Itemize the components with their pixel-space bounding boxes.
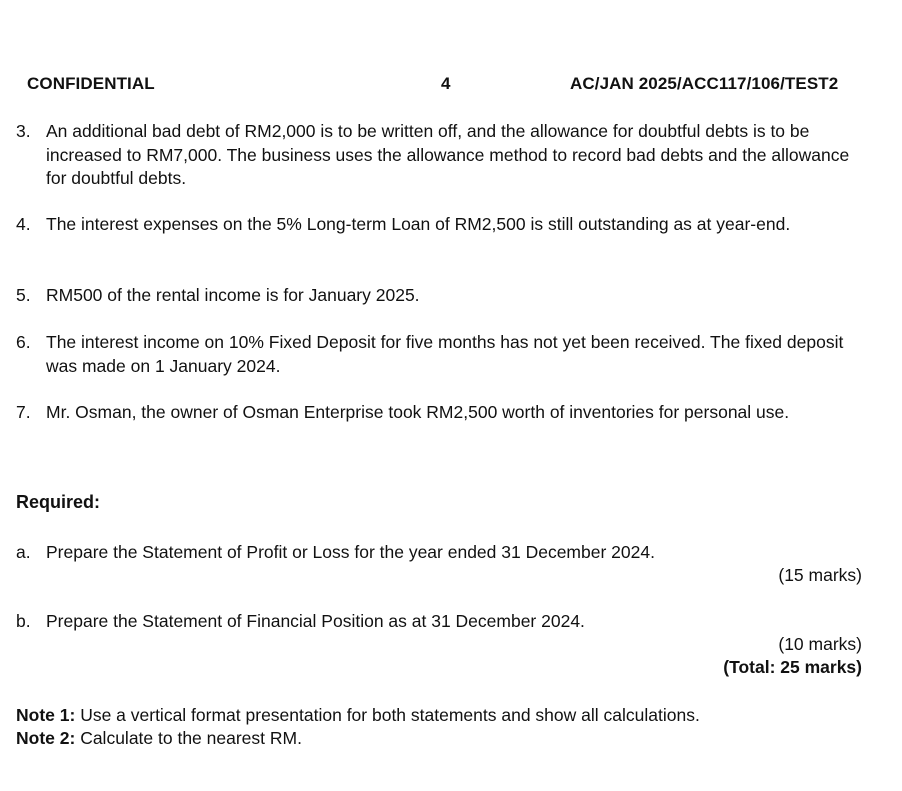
item-text: Mr. Osman, the owner of Osman Enterprise took RM2,500 worth of inventories for personal use. bbox=[46, 402, 790, 422]
part-a-marks: (15 marks) bbox=[778, 565, 862, 585]
item-number: 6. bbox=[16, 332, 31, 352]
required-part-b bbox=[16, 610, 868, 634]
part-text: Prepare the Statement of Financial Position as at 31 December 2024. bbox=[46, 611, 585, 631]
part-b-marks: (10 marks) bbox=[778, 634, 862, 654]
item-number: 7. bbox=[16, 402, 31, 422]
item-text: RM500 of the rental income is for January 2025. bbox=[46, 285, 420, 305]
item-7 bbox=[16, 401, 868, 425]
required-part-a bbox=[16, 541, 868, 565]
note-label: Note 1: bbox=[16, 705, 76, 725]
part-letter: a. bbox=[16, 542, 31, 562]
note-2 bbox=[16, 728, 302, 749]
item-number: 5. bbox=[16, 285, 31, 305]
item-3 bbox=[16, 120, 868, 191]
part-text: Prepare the Statement of Profit or Loss for the year ended 31 December 2024. bbox=[46, 542, 655, 562]
note-text: Use a vertical format presentation for both statements and show all calculations. bbox=[80, 705, 700, 725]
part-letter: b. bbox=[16, 611, 31, 631]
item-number: 3. bbox=[16, 121, 31, 141]
header-page-number: 4 bbox=[441, 74, 451, 93]
item-number: 4. bbox=[16, 214, 31, 234]
item-text: The interest income on 10% Fixed Deposit for five months has not yet been received. The fixed deposit was made on 1 January 2024. bbox=[46, 332, 844, 376]
header-confidential: CONFIDENTIAL bbox=[27, 74, 155, 93]
item-text: An additional bad debt of RM2,000 is to be written off, and the allowance for doubtful debts is to be increased to RM7,000. The business uses the allowance method to record bad debts and the allowance for doubtful debts. bbox=[46, 121, 850, 188]
item-6 bbox=[16, 331, 868, 378]
note-text: Calculate to the nearest RM. bbox=[80, 728, 302, 748]
item-4 bbox=[16, 213, 868, 237]
item-5 bbox=[16, 284, 868, 308]
note-label: Note 2: bbox=[16, 728, 76, 748]
required-heading: Required: bbox=[16, 492, 101, 512]
total-marks: (Total: 25 marks) bbox=[723, 657, 862, 677]
item-text: The interest expenses on the 5% Long-term Loan of RM2,500 is still outstanding as at year-end. bbox=[46, 214, 791, 234]
header-course-code: AC/JAN 2025/ACC117/106/TEST2 bbox=[570, 74, 839, 93]
note-1 bbox=[16, 705, 700, 726]
